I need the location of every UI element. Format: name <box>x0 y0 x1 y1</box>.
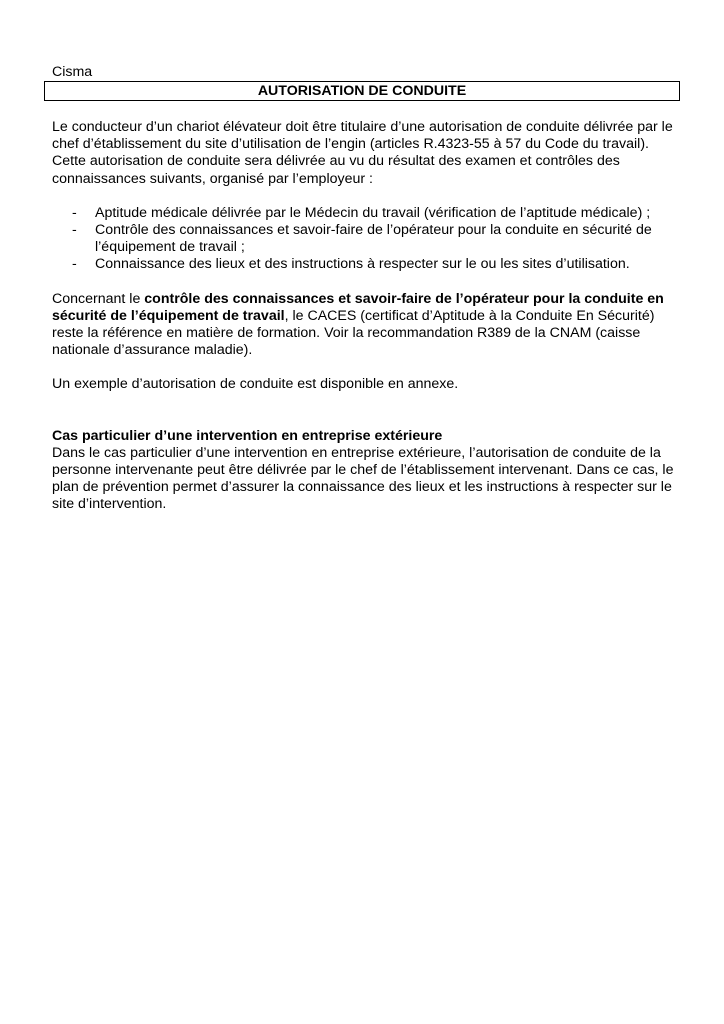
requirements-list <box>52 205 682 274</box>
document-page <box>52 64 682 514</box>
external-section-body: Dans le cas particulier d’une intervention en entreprise extérieure, l’autorisation de conduite de la personne intervenante peut être délivrée par le chef de l’établissement intervenant. Dans ce cas, le plan de prévention permet d’assurer la connaissance des lieux et les instructions à respecter sur le site d’intervention. <box>52 444 674 513</box>
external-section-title: Cas particulier d’une intervention en entreprise extérieure <box>52 427 443 444</box>
bullet-dash: - <box>72 256 77 273</box>
list-item-text: Contrôle des connaissances et savoir-faire de l’opérateur pour la conduite en sécurité de l’équipement de travail ; <box>95 222 652 256</box>
caces-suffix: , le CACES (certificat d’Aptitude à la Conduite En Sécurité) reste la référence en matière de formation. Voir la recommandation R389 de la CNAM (caisse nationale d’assurance maladie). <box>52 307 655 359</box>
caces-paragraph <box>52 291 682 360</box>
caces-bold-text: contrôle des connaissances et savoir-faire de l’opérateur pour la conduite en sécurité de l’équipement de travail <box>52 290 664 324</box>
document-title: AUTORISATION DE CONDUITE <box>44 81 680 101</box>
bullet-dash: - <box>72 204 77 221</box>
caces-prefix: Concernant le <box>52 290 145 307</box>
list-item-text: Aptitude médicale délivrée par le Médecin du travail (vérification de l’aptitude médicale) ; <box>95 204 651 221</box>
annex-paragraph: Un exemple d’autorisation de conduite est disponible en annexe. <box>52 376 459 393</box>
list-item <box>52 222 682 256</box>
organization-name: Cisma <box>52 64 93 80</box>
intro-paragraph-2: Cette autorisation de conduite sera délivrée au vu du résultat des examen et contrôles des connaissances suivants, organisé par l’employeur : <box>52 153 620 187</box>
bullet-dash: - <box>72 222 77 239</box>
list-item <box>52 205 682 222</box>
list-item <box>52 256 682 273</box>
intro-paragraph-1: Le conducteur d’un chariot élévateur doit être titulaire d’une autorisation de conduite délivrée par le chef d’établissement du site d’utilisation de l’engin (articles R.4323-55 à 57 du Code du travail). <box>52 119 673 153</box>
list-item-text: Connaissance des lieux et des instructions à respecter sur le ou les sites d’utilisation. <box>95 256 630 273</box>
